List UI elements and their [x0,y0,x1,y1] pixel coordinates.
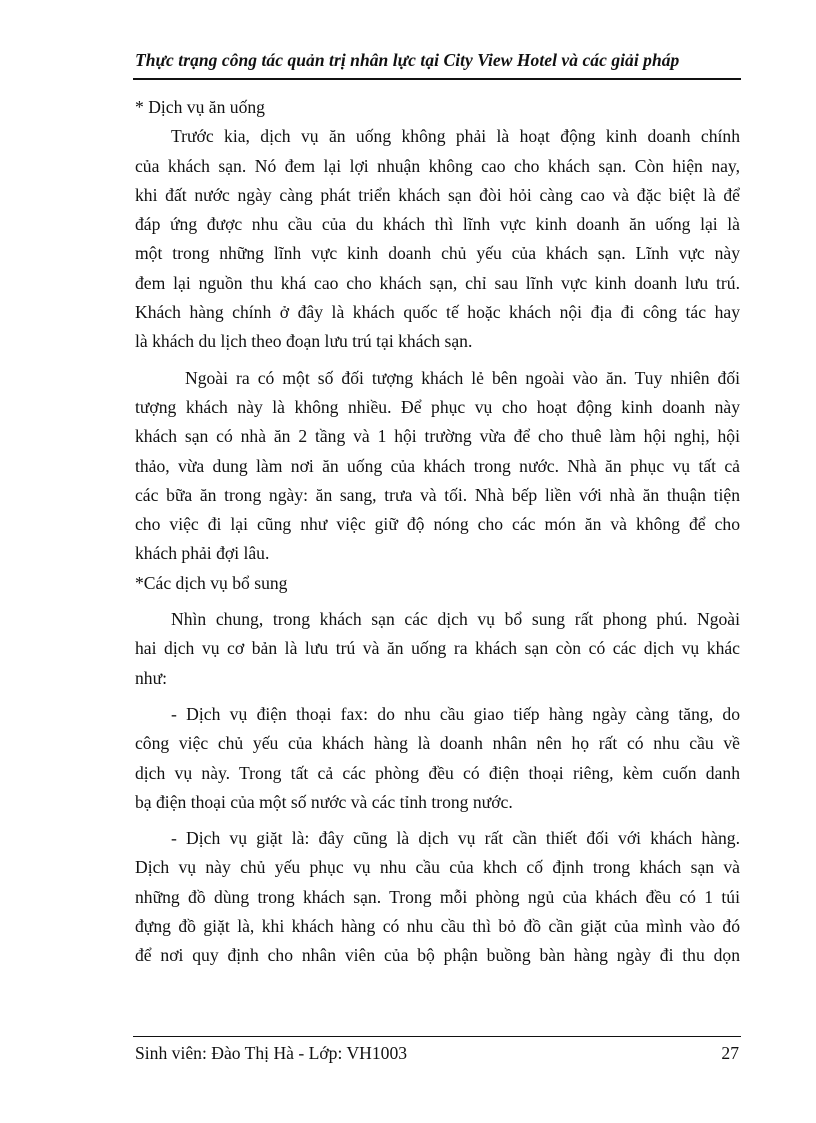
text-line: công việc chủ yếu của khách hàng là doanh nhân nên họ rất có nhu cầu về [135,733,740,754]
text-line: - Dịch vụ giặt là: đây cũng là dịch vụ rất cần thiết đối với khách hàng. [171,828,740,849]
text-line: *Các dịch vụ bổ sung [135,572,288,593]
text-line: Nhìn chung, trong khách sạn các dịch vụ bổ sung rất phong phú. Ngoài [171,609,740,630]
text-line: như: [135,667,168,688]
document-body [135,93,740,971]
text-line: bạ điện thoại của một số nước và các tỉnh trong nước. [135,791,513,812]
text-line: tượng khách này là không nhiều. Để phục vụ cho hoạt động kinh doanh này [135,396,740,417]
footer-student-info: Sinh viên: Đào Thị Hà - Lớp: VH1003 [135,1043,408,1063]
text-line: hai dịch vụ cơ bản là lưu trú và ăn uống ra khách sạn còn có các dịch vụ khác [135,638,740,659]
text-line: để nơi quy định cho nhân viên của bộ phận buồng bàn hàng ngày đi thu dọn [135,945,740,966]
text-line: khách sạn có nhà ăn 2 tầng và 1 hội trường vừa để cho thuê làm hội nghị, hội [135,426,740,447]
text-line: đem lại nguồn thu khá cao cho khách sạn, chỉ sau lĩnh vực kinh doanh lưu trú. [135,272,740,293]
text-line: cho việc đi lại cũng như việc giữ độ nóng cho các món ăn và không để cho [135,514,740,535]
text-line: đáp ứng được nhu cầu của du khách thì lĩnh vực kinh doanh ăn uống lại là [135,214,740,235]
text-line: Dịch vụ này chủ yếu phục vụ nhu cầu của khch cố định trong khách sạn và [135,857,740,878]
text-line: của khách sạn. Nó đem lại lợi nhuận không cao cho khách sạn. Còn hiện nay, [135,155,740,176]
text-line: Trước kia, dịch vụ ăn uống không phải là hoạt động kinh doanh chính [171,126,740,147]
text-line: * Dịch vụ ăn uống [135,97,265,117]
text-line: những đồ dùng trong khách sạn. Trong mỗi phòng ngủ của khách đều có 1 túi [135,886,740,907]
text-line: dịch vụ này. Trong tất cả các phòng đều có điện thoại riêng, kèm cuốn danh [135,762,740,783]
text-line: khách phải đợi lâu. [135,543,270,564]
text-line: khi đất nước ngày càng phát triển khách sạn đòi hỏi càng cao và đặc biệt là để [135,184,740,205]
page-header [133,48,741,80]
text-line: - Dịch vụ điện thoại fax: do nhu cầu giao tiếp hàng ngày càng tăng, do [171,703,740,724]
text-line: một trong những lĩnh vực kinh doanh chủ yếu của khách sạn. Lĩnh vực này [135,243,740,264]
header-title: Thực trạng công tác quản trị nhân lực tại City View Hotel và các giải pháp [135,50,680,70]
text-line: Ngoài ra có một số đối tượng khách lẻ bên ngoài vào ăn. Tuy nhiên đối [185,367,740,388]
page-footer [133,1036,741,1063]
text-line: thảo, vừa dung làm nơi ăn uống của khách trong nước. Nhà ăn phục vụ tất cả [135,455,740,476]
text-line: đựng đồ giặt là, khi khách hàng có nhu cầu thì bỏ đồ cần giặt của mình vào đó [135,916,740,937]
page-number: 27 [721,1043,739,1063]
text-line: là khách du lịch theo đoạn lưu trú tại khách sạn. [135,331,473,352]
text-line: Khách hàng chính ở đây là khách quốc tế hoặc khách nội địa đi công tác hay [135,302,740,323]
text-line: các bữa ăn trong ngày: ăn sang, trưa và tối. Nhà bếp liền với nhà ăn thuận tiện [135,484,740,505]
